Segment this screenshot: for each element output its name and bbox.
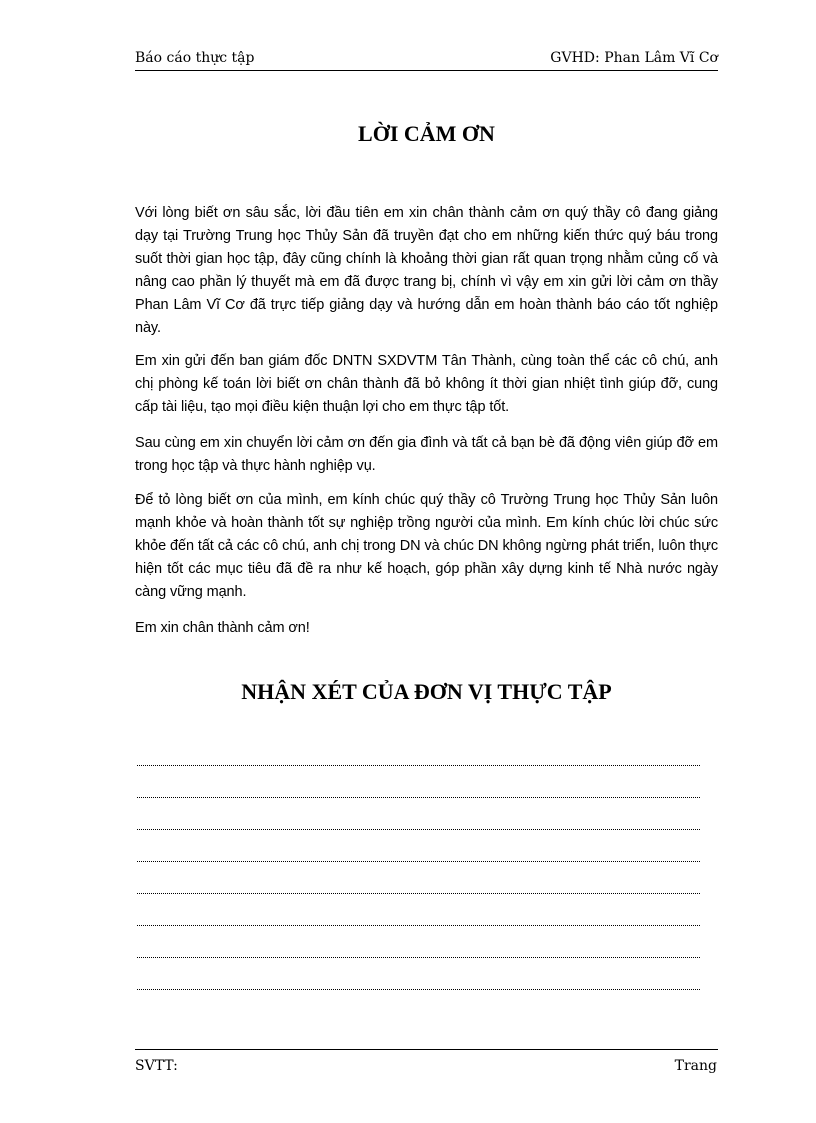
page-header [135,48,718,71]
acknowledgement-closing: Em xin chân thành cảm ơn! [135,620,310,636]
acknowledgement-paragraph-2: Em xin gửi đến ban giám đốc DNTN SXDVTM Tân Thành, cùng toàn thể các cô chú, anh chị phòng kế toán lời biết ơn chân thành đã bỏ không ít thời gian nhiệt tình giúp đỡ, cung cấp tài liệu, tạo mọi điều kiện thuận lợi cho em thực tập tốt. [135,353,718,415]
acknowledgement-paragraph-1: Với lòng biết ơn sâu sắc, lời đầu tiên em xin chân thành cảm ơn quý thầy cô đang giảng dạy tại Trường Trung học Thủy Sản đã truyền đạt cho em những kiến thức quý báu trong suốt thời gian học tập, đây cũng chính là khoảng thời gian rất quan trọng nhằm củng cố và nâng cao phần lý thuyết mà em đã được trang bị, chính vì vậy em xin gửi lời cảm ơn thầy Phan Lâm Vĩ Cơ đã trực tiếp giảng dạy và hướng dẫn em hoàn thành báo cáo tốt nghiệp này. [135,205,718,336]
footer-divider [135,1049,718,1050]
review-blank-line [137,925,700,926]
header-advisor: GVHD: Phan Lâm Vĩ Cơ [550,50,718,66]
acknowledgement-paragraph-3: Sau cùng em xin chuyển lời cảm ơn đến gia đình và tất cả bạn bè đã động viên giúp đỡ em trong học tập và thực hành nghiệp vụ. [135,435,718,474]
review-blank-line [137,765,700,766]
review-blank-line [137,861,700,862]
review-blank-line [137,829,700,830]
footer-page-label: Trang [674,1058,717,1074]
internship-review-title: NHẬN XÉT CỦA ĐƠN VỊ THỰC TẬP [241,679,612,704]
review-blank-line [137,989,700,990]
header-report-title: Báo cáo thực tập [135,50,255,66]
review-blank-line [137,893,700,894]
acknowledgement-paragraph-4: Để tỏ lòng biết ơn của mình, em kính chúc quý thầy cô Trường Trung học Thủy Sản luôn mạnh khỏe và hoàn thành tốt sự nghiệp trồng người của mình. Em kính chúc lời chúc sức khỏe đến tất cả các cô chú, anh chị trong DN và chúc DN không ngừng phát triển, luôn thực hiện tốt các mục tiêu đã đề ra như kế hoạch, góp phần xây dựng kinh tế Nhà nước ngày càng vững mạnh. [135,492,718,600]
review-blank-line [137,797,700,798]
footer-student-label: SVTT: [135,1058,178,1074]
acknowledgements-title: LỜI CẢM ƠN [358,121,495,146]
review-blank-line [137,957,700,958]
